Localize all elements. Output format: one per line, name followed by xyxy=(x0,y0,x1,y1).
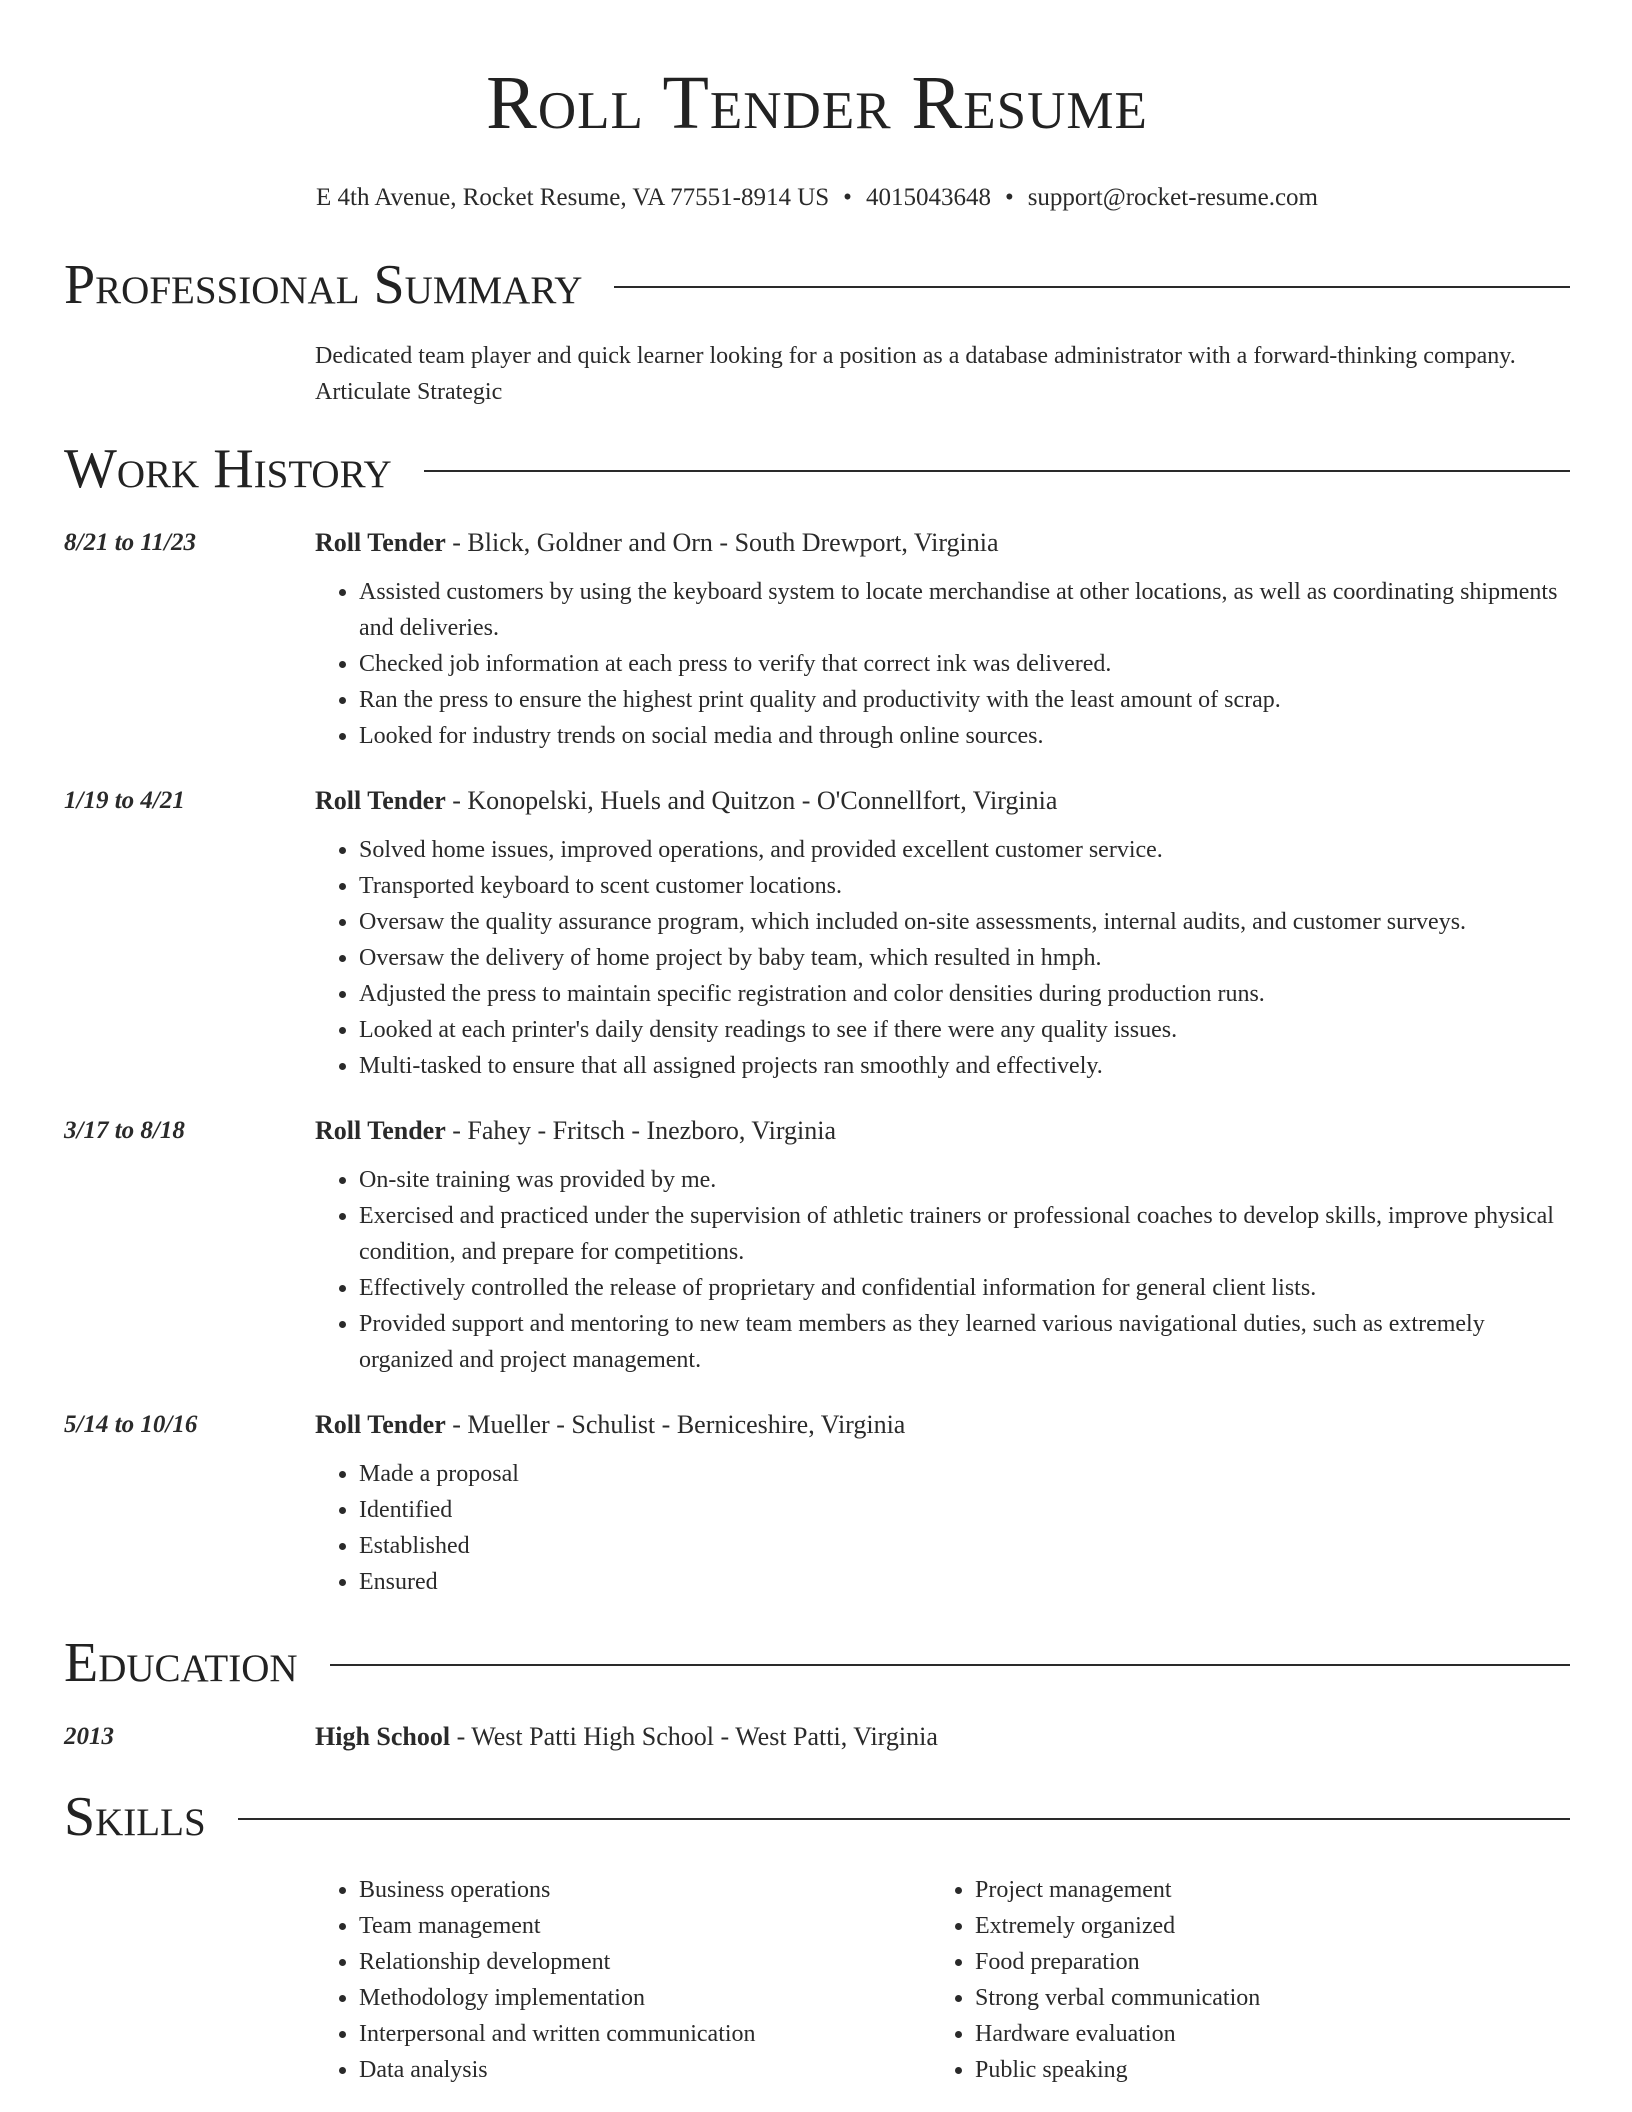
skill-item: • Team management xyxy=(359,1908,931,1944)
job-role: Roll Tender xyxy=(315,1410,446,1439)
list-item: • Transported keyboard to scent customer locations. xyxy=(359,868,1570,904)
job-entry xyxy=(64,1114,1570,1378)
education-degree: High School xyxy=(315,1722,451,1751)
list-item: • Identified xyxy=(359,1492,1570,1528)
email: support@rocket-resume.com xyxy=(1027,184,1318,211)
job-dates: 8/21 to 11/23 xyxy=(64,529,196,556)
education-entry xyxy=(64,1720,1570,1754)
job-company: - Blick, Goldner and Orn - South Drewport, Virginia xyxy=(445,528,999,557)
job-role: Roll Tender xyxy=(315,786,446,815)
list-item: • Ensured xyxy=(359,1564,1570,1600)
contact-line xyxy=(64,182,1570,214)
list-item: • Ran the press to ensure the highest print quality and productivity with the least amount of scrap. xyxy=(359,682,1570,718)
job-entry xyxy=(64,784,1570,1084)
resume-page xyxy=(64,0,1570,2088)
education-year: 2013 xyxy=(64,1723,114,1750)
list-item: • Checked job information at each press to verify that correct ink was delivered. xyxy=(359,646,1570,682)
list-item: • Solved home issues, improved operations, and provided excellent customer service. xyxy=(359,832,1570,868)
job-company: - Fahey - Fritsch - Inezboro, Virginia xyxy=(445,1116,837,1145)
list-item: • Assisted customers by using the keyboard system to locate merchandise at other locations, as well as coordinating shipments and deliveries. xyxy=(359,574,1570,646)
skill-item: • Business operations xyxy=(359,1872,931,1908)
job-bullets xyxy=(315,832,1570,1084)
list-item: • Provided support and mentoring to new team members as they learned various navigational duties, such as extremely organized and project management. xyxy=(359,1306,1570,1378)
section-title: Education xyxy=(64,1632,298,1694)
section-header-education xyxy=(64,1630,1570,1696)
skill-item: • Public speaking xyxy=(975,2052,1547,2088)
work-history-list xyxy=(64,526,1570,1600)
section-title: Work History xyxy=(64,438,392,500)
job-company: - Mueller - Schulist - Berniceshire, Virginia xyxy=(445,1410,906,1439)
section-divider xyxy=(330,1664,1570,1666)
section-divider xyxy=(424,470,1570,472)
skills-list-left xyxy=(315,1872,931,2088)
list-item: • Oversaw the delivery of home project by baby team, which resulted in hmph. xyxy=(359,940,1570,976)
skill-item: • Interpersonal and written communication xyxy=(359,2016,931,2052)
summary-text: Dedicated team player and quick learner looking for a position as a database administrator with a forward-thinking company. xyxy=(315,343,1516,369)
job-dates: 1/19 to 4/21 xyxy=(64,787,185,814)
job-role: Roll Tender xyxy=(315,528,446,557)
section-title: Skills xyxy=(64,1786,206,1848)
separator: • xyxy=(843,184,852,211)
job-company: - Konopelski, Huels and Quitzon - O'Connellfort, Virginia xyxy=(445,786,1058,815)
skill-item: • Methodology implementation xyxy=(359,1980,931,2016)
job-dates: 5/14 to 10/16 xyxy=(64,1411,198,1438)
section-divider xyxy=(614,286,1570,288)
list-item: • Oversaw the quality assurance program, which included on-site assessments, internal audits, and customer surveys. xyxy=(359,904,1570,940)
job-dates: 3/17 to 8/18 xyxy=(64,1117,185,1144)
skill-item: • Strong verbal communication xyxy=(975,1980,1547,2016)
education-detail: - West Patti High School - West Patti, Virginia xyxy=(450,1722,938,1751)
job-heading xyxy=(315,1114,1570,1148)
list-item: • Adjusted the press to maintain specific registration and color densities during production runs. xyxy=(359,976,1570,1012)
job-heading xyxy=(315,784,1570,818)
skill-item: • Hardware evaluation xyxy=(975,2016,1547,2052)
list-item: • On-site training was provided by me. xyxy=(359,1162,1570,1198)
skills-list-right xyxy=(931,1872,1547,2088)
summary-text: Articulate Strategic xyxy=(315,379,503,405)
section-header-skills xyxy=(64,1784,1570,1850)
skills-block xyxy=(64,1872,1570,2088)
section-divider xyxy=(238,1818,1570,1820)
job-entry xyxy=(64,526,1570,754)
job-entry xyxy=(64,1408,1570,1600)
skill-item: • Extremely organized xyxy=(975,1908,1547,1944)
list-item: • Effectively controlled the release of proprietary and confidential information for general client lists. xyxy=(359,1270,1570,1306)
skill-item: • Food preparation xyxy=(975,1944,1547,1980)
skill-item: • Project management xyxy=(975,1872,1547,1908)
section-header-work xyxy=(64,436,1570,502)
list-item: • Made a proposal xyxy=(359,1456,1570,1492)
address: E 4th Avenue, Rocket Resume, VA 77551-8914 US xyxy=(316,184,830,211)
job-bullets xyxy=(315,1456,1570,1600)
skill-item: • Relationship development xyxy=(359,1944,931,1980)
skill-item: • Data analysis xyxy=(359,2052,931,2088)
job-role: Roll Tender xyxy=(315,1116,446,1145)
job-bullets xyxy=(315,574,1570,754)
job-bullets xyxy=(315,1162,1570,1378)
summary-block xyxy=(64,338,1570,410)
list-item: • Established xyxy=(359,1528,1570,1564)
phone: 4015043648 xyxy=(865,184,991,211)
job-heading xyxy=(315,526,1570,560)
list-item: • Multi-tasked to ensure that all assigned projects ran smoothly and effectively. xyxy=(359,1048,1570,1084)
separator: • xyxy=(1004,184,1014,211)
list-item: • Looked for industry trends on social media and through online sources. xyxy=(359,718,1570,754)
list-item: • Looked at each printer's daily density readings to see if there were any quality issues. xyxy=(359,1012,1570,1048)
resume-title: Roll Tender Resume xyxy=(486,61,1148,145)
section-title: Professional Summary xyxy=(64,254,583,316)
job-heading xyxy=(315,1408,1570,1442)
list-item: • Exercised and practiced under the supervision of athletic trainers or professional coaches to develop skills, improve physical condition, and prepare for competitions. xyxy=(359,1198,1570,1270)
section-header-summary xyxy=(64,252,1570,318)
